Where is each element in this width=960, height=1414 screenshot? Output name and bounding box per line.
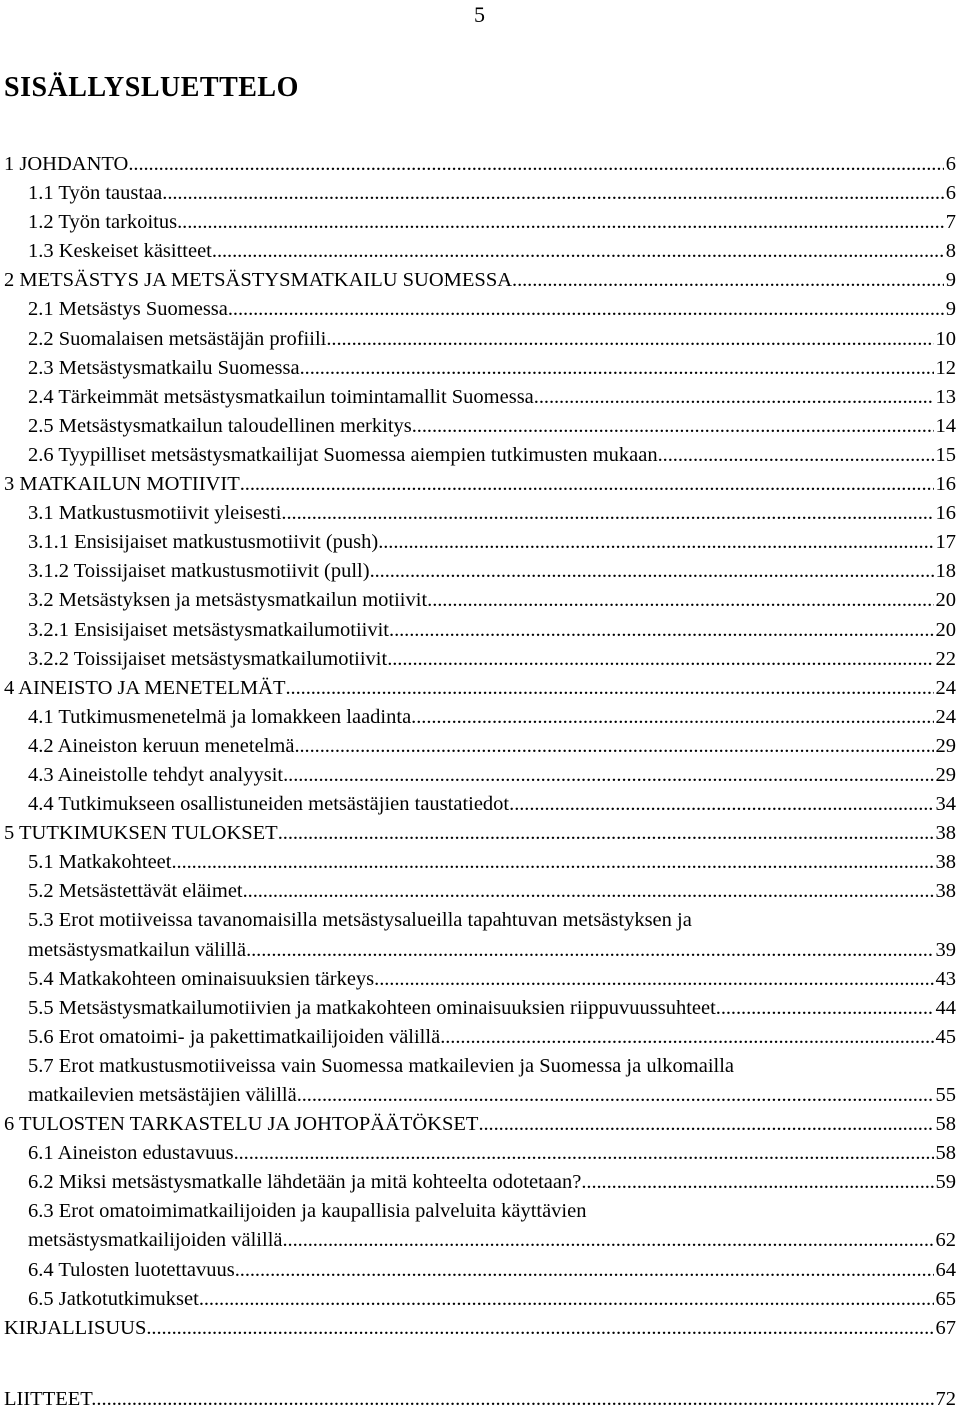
toc-entry-page: 24 bbox=[935, 676, 956, 699]
toc-entry[interactable] bbox=[4, 470, 956, 499]
toc-entry[interactable] bbox=[4, 1285, 956, 1314]
toc-leader-dots bbox=[177, 208, 944, 237]
toc-entry-title: 5.3 Erot motiiveissa tavanomaisilla metsästysalueilla tapahtuvan metsästyksen ja bbox=[28, 909, 692, 932]
toc-leader-dots bbox=[243, 877, 934, 906]
toc-entry-title: 4 AINEISTO JA MENETELMÄT bbox=[4, 676, 286, 699]
toc-entry[interactable] bbox=[4, 1168, 956, 1197]
toc-entry[interactable] bbox=[4, 761, 956, 790]
toc-entry-page: 58 bbox=[935, 1113, 956, 1136]
toc-entry-title: 5.1 Matkakohteet bbox=[28, 851, 172, 874]
toc-leader-dots bbox=[387, 645, 933, 674]
toc-leader-dots bbox=[199, 1285, 934, 1314]
toc-entry-page: 20 bbox=[935, 589, 956, 612]
toc-entry-page: 58 bbox=[935, 1142, 956, 1165]
toc-entry-title: 6 TULOSTEN TARKASTELU JA JOHTOPÄÄTÖKSET bbox=[4, 1113, 479, 1136]
toc-entry[interactable] bbox=[4, 237, 956, 266]
toc-entry-page: 39 bbox=[935, 938, 956, 961]
toc-entry-title: 6.1 Aineiston edustavuus bbox=[28, 1142, 234, 1165]
toc-entry[interactable] bbox=[4, 848, 956, 877]
toc-entry-title: 3.2.2 Toissijaiset metsästysmatkailumotiivit bbox=[28, 647, 388, 670]
toc-entry-page: 16 bbox=[935, 502, 956, 525]
toc-leader-dots bbox=[283, 1226, 934, 1255]
toc-entry-page: 38 bbox=[935, 822, 956, 845]
toc-entry-page: 20 bbox=[935, 618, 956, 641]
toc-entry[interactable] bbox=[4, 877, 956, 906]
toc-leader-dots bbox=[300, 354, 934, 383]
toc-leader-dots bbox=[427, 586, 933, 615]
toc-entry[interactable] bbox=[4, 586, 956, 615]
toc-entry-appendix[interactable] bbox=[4, 1388, 956, 1411]
toc-entry-title-continued: matkailevien metsästäjien välillä bbox=[28, 1084, 297, 1106]
toc-entry-title: 5.6 Erot omatoimi- ja pakettimatkailijoiden välillä bbox=[28, 1025, 441, 1048]
toc-entry-page: 6 bbox=[945, 182, 956, 205]
toc-entry-title: 2.6 Tyypilliset metsästysmatkailijat Suomessa aiempien tutkimusten mukaan bbox=[28, 443, 658, 466]
table-of-contents bbox=[4, 150, 956, 1343]
toc-entry-page: 72 bbox=[935, 1388, 956, 1410]
toc-entry-page: 29 bbox=[935, 763, 956, 786]
toc-entry[interactable] bbox=[4, 150, 956, 179]
toc-entry-title: 2.4 Tärkeimmät metsästysmatkailun toimintamallit Suomessa bbox=[28, 385, 534, 408]
toc-entry-title: 4.3 Aineistolle tehdyt analyysit bbox=[28, 763, 284, 786]
toc-entry-title-continued: metsästysmatkailun välillä bbox=[28, 938, 247, 961]
toc-entry[interactable] bbox=[4, 703, 956, 732]
toc-entry-title: 4.4 Tutkimukseen osallistuneiden metsästäjien taustatiedot bbox=[28, 793, 510, 816]
toc-entry[interactable] bbox=[4, 557, 956, 586]
toc-entry-page: 59 bbox=[935, 1171, 956, 1194]
toc-leader-dots bbox=[246, 936, 933, 965]
toc-leader-dots bbox=[658, 441, 934, 470]
toc-entry-page: 9 bbox=[945, 298, 956, 321]
toc-entry[interactable] bbox=[4, 616, 956, 645]
toc-entry-page: 34 bbox=[935, 793, 956, 816]
toc-entry-page: 24 bbox=[935, 705, 956, 728]
toc-entry[interactable] bbox=[4, 645, 956, 674]
toc-entry[interactable] bbox=[4, 528, 956, 557]
toc-leader-dots bbox=[534, 383, 934, 412]
toc-leader-dots bbox=[162, 179, 943, 208]
toc-leader-dots bbox=[370, 557, 934, 586]
toc-leader-dots bbox=[228, 295, 944, 324]
toc-entry-page: 8 bbox=[945, 240, 956, 263]
toc-entry-title: 6.4 Tulosten luotettavuus bbox=[28, 1258, 235, 1281]
toc-entry-page: 45 bbox=[935, 1025, 956, 1048]
toc-entry[interactable] bbox=[4, 790, 956, 819]
toc-entry-title: KIRJALLISUUS bbox=[4, 1316, 147, 1339]
toc-leader-dots bbox=[389, 616, 933, 645]
toc-entry-title: 2.3 Metsästysmatkailu Suomessa bbox=[28, 356, 300, 379]
toc-entry[interactable] bbox=[4, 441, 956, 470]
toc-entry-page: 13 bbox=[935, 385, 956, 408]
toc-entry-title: 2.5 Metsästysmatkailun taloudellinen merkitys bbox=[28, 414, 412, 437]
toc-leader-dots bbox=[286, 674, 934, 703]
toc-entry-page: 55 bbox=[935, 1084, 956, 1106]
toc-leader-dots bbox=[235, 1256, 934, 1285]
toc-leader-dots bbox=[283, 761, 933, 790]
toc-entry[interactable] bbox=[4, 674, 956, 703]
toc-entry-page: 18 bbox=[935, 560, 956, 583]
toc-entry-title: 3.2.1 Ensisijaiset metsästysmatkailumotiivit bbox=[28, 618, 390, 641]
toc-heading: SISÄLLYSLUETTELO bbox=[4, 72, 299, 103]
toc-entry-title: 2.2 Suomalaisen metsästäjän profiili bbox=[28, 327, 327, 350]
toc-entry[interactable] bbox=[4, 266, 956, 295]
toc-entry-title: 5.2 Metsästettävät eläimet bbox=[28, 880, 243, 903]
toc-leader-dots bbox=[378, 528, 933, 557]
toc-entry[interactable] bbox=[4, 208, 956, 237]
toc-leader-dots bbox=[374, 965, 933, 994]
toc-entry[interactable] bbox=[4, 412, 956, 441]
toc-entry-title: 3.1.1 Ensisijaiset matkustusmotiivit (push) bbox=[28, 531, 379, 554]
toc-entry-title: 4.2 Aineiston keruun menetelmä bbox=[28, 734, 295, 757]
toc-leader-dots bbox=[128, 150, 943, 179]
toc-entry-page: 7 bbox=[945, 211, 956, 234]
toc-entry[interactable] bbox=[4, 499, 956, 528]
toc-entry-title: 3 MATKAILUN MOTIIVIT bbox=[4, 473, 240, 496]
toc-entry[interactable] bbox=[4, 732, 956, 761]
toc-entry[interactable] bbox=[4, 354, 956, 383]
toc-leader-dots bbox=[234, 1139, 934, 1168]
toc-entry-title: 3.1.2 Toissijaiset matkustusmotiivit (pull) bbox=[28, 560, 370, 583]
toc-entry-title: 1.3 Keskeiset käsitteet bbox=[28, 240, 212, 263]
toc-leader-dots bbox=[412, 412, 934, 441]
toc-leader-dots bbox=[411, 703, 933, 732]
toc-leader-dots bbox=[509, 790, 933, 819]
toc-leader-dots bbox=[171, 848, 933, 877]
toc-entry-title: 5 TUTKIMUKSEN TULOKSET bbox=[4, 822, 278, 845]
toc-entry-title: 6.3 Erot omatoimimatkailijoiden ja kaupallisia palveluita käyttävien bbox=[28, 1200, 587, 1223]
toc-leader-dots bbox=[281, 499, 933, 528]
toc-entry-title: 5.5 Metsästysmatkailumotiivien ja matkakohteen ominaisuuksien riippuvuussuhteet bbox=[28, 996, 716, 1019]
toc-entry[interactable] bbox=[4, 994, 956, 1023]
toc-entry-page: 62 bbox=[935, 1229, 956, 1252]
toc-entry-page: 6 bbox=[945, 153, 956, 175]
toc-entry[interactable] bbox=[4, 906, 956, 964]
toc-entry-title: 4.1 Tutkimusmenetelmä ja lomakkeen laadinta bbox=[28, 705, 412, 728]
toc-entry-page: 10 bbox=[935, 327, 956, 350]
toc-entry[interactable] bbox=[4, 179, 956, 208]
toc-entry[interactable] bbox=[4, 1139, 956, 1168]
toc-leader-dots bbox=[297, 1081, 934, 1110]
toc-entry-title: 3.1 Matkustusmotiivit yleisesti bbox=[28, 502, 282, 525]
toc-leader-dots bbox=[716, 994, 934, 1023]
toc-entry[interactable] bbox=[4, 1023, 956, 1052]
toc-entry-title: 1.2 Työn tarkoitus bbox=[28, 211, 178, 234]
page-number: 5 bbox=[474, 2, 485, 27]
toc-entry[interactable] bbox=[4, 1256, 956, 1285]
toc-entry[interactable] bbox=[4, 1052, 956, 1110]
toc-entry-page: 44 bbox=[935, 996, 956, 1019]
toc-leader-dots bbox=[512, 266, 944, 295]
toc-entry[interactable] bbox=[4, 1314, 956, 1343]
toc-leader-dots bbox=[326, 325, 933, 354]
toc-entry-page: 15 bbox=[935, 443, 956, 466]
toc-entry-page: 38 bbox=[935, 851, 956, 874]
toc-entry-title: 2 METSÄSTYS JA METSÄSTYSMATKAILU SUOMESSA bbox=[4, 269, 513, 292]
toc-leader-dots bbox=[212, 237, 944, 266]
toc-entry-page: 12 bbox=[935, 356, 956, 379]
toc-entry-page: 16 bbox=[935, 473, 956, 496]
toc-entry-page: 64 bbox=[935, 1258, 956, 1281]
toc-entry[interactable] bbox=[4, 819, 956, 848]
toc-entry[interactable] bbox=[4, 1197, 956, 1255]
toc-entry-page: 17 bbox=[935, 531, 956, 554]
toc-entry[interactable] bbox=[4, 1110, 956, 1139]
toc-entry-title: 5.7 Erot matkustusmotiiveissa vain Suomessa matkailevien ja Suomessa ja ulkomailla bbox=[28, 1054, 734, 1077]
toc-entry[interactable] bbox=[4, 383, 956, 412]
toc-leader-dots bbox=[278, 819, 934, 848]
toc-entry-page: 29 bbox=[935, 734, 956, 757]
toc-entry[interactable] bbox=[4, 325, 956, 354]
toc-entry-page: 38 bbox=[935, 880, 956, 903]
toc-entry-title: 6.2 Miksi metsästysmatkalle lähdetään ja mitä kohteelta odotetaan? bbox=[28, 1171, 582, 1194]
toc-leader-dots bbox=[107, 1388, 936, 1411]
toc-leader-dots bbox=[146, 1314, 933, 1343]
toc-entry-title: 1.1 Työn taustaa bbox=[28, 182, 163, 205]
toc-leader-dots bbox=[581, 1168, 933, 1197]
toc-entry-title: 6.5 Jatkotutkimukset bbox=[28, 1287, 199, 1310]
toc-entry[interactable] bbox=[4, 295, 956, 324]
toc-entry-title: LIITTEET... bbox=[4, 1388, 107, 1410]
toc-entry-page: 65 bbox=[935, 1287, 956, 1310]
toc-leader-dots bbox=[294, 732, 933, 761]
toc-entry-title: 2.1 Metsästys Suomessa bbox=[28, 298, 228, 321]
toc-entry-title: 3.2 Metsästyksen ja metsästysmatkailun motiivit bbox=[28, 589, 428, 612]
toc-entry-page: 67 bbox=[935, 1316, 956, 1339]
toc-entry[interactable] bbox=[4, 965, 956, 994]
toc-entry-page: 22 bbox=[935, 647, 956, 670]
toc-leader-dots bbox=[240, 470, 934, 499]
toc-entry-title: 5.4 Matkakohteen ominaisuuksien tärkeys bbox=[28, 967, 375, 990]
toc-leader-dots bbox=[478, 1110, 933, 1139]
toc-entry-page: 14 bbox=[935, 414, 956, 437]
toc-leader-dots bbox=[440, 1023, 933, 1052]
toc-entry-page: 43 bbox=[935, 967, 956, 990]
toc-entry-title: 1 JOHDANTO bbox=[4, 153, 129, 175]
toc-entry-page: 9 bbox=[945, 269, 956, 292]
toc-entry-title-continued: metsästysmatkailijoiden välillä bbox=[28, 1229, 283, 1252]
